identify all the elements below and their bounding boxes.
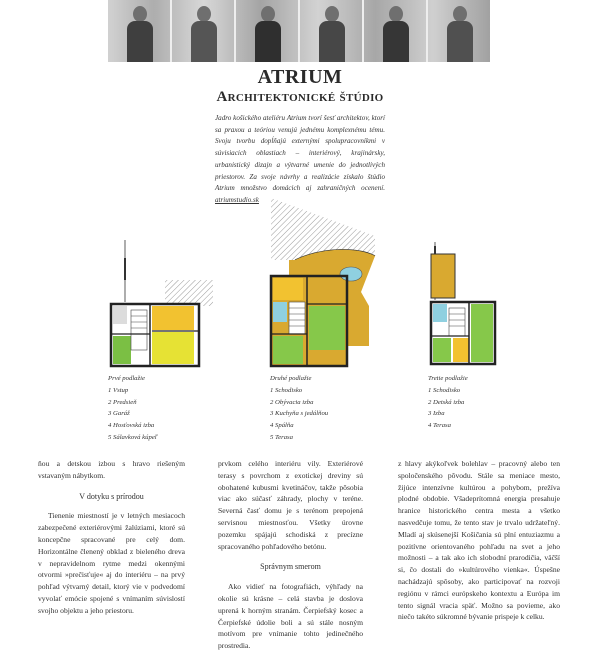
legend-heading: Tretie podlažie [428, 375, 468, 382]
paragraph: Tienenie miestností je v letných mesiacoch zabezpečené exteriérovými žalúziami, ktoré sú koncepčne spracované pre celý dom. Horizontálne členený obklad z bieleného dreva v nepravidelnom rytme medzi okennými otvormi »prečisťuje« aj do interiéru – na prvý pohľad výtvarný detail, ktorý vie v podvedomí vyvolať emócie spojené s vnímaním súvislostí svojho objektu a jeho priestoru. [38, 511, 185, 615]
legend-item: 4 Terasa [428, 422, 451, 430]
legend-item: 3 Izba [428, 410, 445, 418]
legend-second-floor [270, 373, 328, 444]
body-column-middle [218, 458, 363, 652]
person-silhouette [126, 4, 154, 62]
legend-heading: Prvé podlažie [108, 375, 145, 382]
paragraph: Ako vidieť na fotografiách, výhľady na okolie sú krásne – celá stavba je doslova uprená k horným stranám. Čerpiefský kosec a Čerpiefské údolie boli a sú stále nosným motívom pre vnímanie tohto jedinečného prostredia. [218, 582, 363, 651]
paragraph: ňou a detskou izbou s hravo riešeným vstavaným nábytkom. [38, 459, 185, 480]
legend-item: 4 Hosťovská izba [108, 422, 155, 430]
page-title: ATRIUM [257, 66, 343, 88]
terrace-area [431, 254, 455, 298]
legend-item: 5 Sálavková kúpeľ [108, 433, 158, 441]
legend-item: 3 Garáž [108, 410, 130, 418]
person-silhouette [382, 4, 410, 62]
room-living [309, 306, 345, 350]
intro-text: Jadro košického ateliéru Atrium tvorí šesť architektov, ktorí sa praxou a teóriou venujú jednému komplexnému tému. Svoju tvorbu dopĺňajú externými spolupracovníkmi v súvisiacich oblastiach – interiérový, krajinársky, urbanistický dizajn a výtvarné umenie do jednotlivých priestorov. Za svoje návrhy a realizácie získalo štúdio Atrium množstvo domácich aj zahraničných ocenení. [215, 114, 385, 193]
room-child [433, 338, 451, 362]
paragraph: prvkom celého interiéru vily. Exteriérové terasy s povrchom z exotickej dreviny sú obohatené kubusmi kvetináčov, takže pôsobia viac ako súčasť záhrady, plochy v teréne. Severná časť domu je s terénom prepojená servisnou miestnosťou. Všetky úrovne pozemku spájajú schodiská z precízne spracovaného pohľadového betónu. [218, 459, 363, 551]
room-study [453, 338, 469, 362]
person-silhouette [446, 4, 474, 62]
team-photo-strip [108, 0, 490, 62]
terrain-hatch [165, 280, 213, 306]
floor-plan-third [425, 240, 500, 370]
page-subtitle: Architektonické štúdio [216, 89, 384, 105]
section-heading: Správnym smerom [260, 562, 321, 572]
legend-item: 5 Terasa [270, 433, 293, 441]
legend-item: 1 Schodisko [428, 386, 461, 394]
intro-paragraph [215, 113, 385, 207]
floor-plan-first [105, 240, 215, 370]
room-bedroom [273, 336, 303, 364]
legend-item: 2 Obývacia izba [270, 398, 314, 406]
legend-item: 1 Vstup [108, 386, 129, 394]
floor-plan-second [265, 196, 380, 370]
person-silhouette [254, 4, 282, 62]
room-bedroom [471, 304, 493, 362]
legend-third-floor [428, 373, 468, 432]
room-sauna [113, 336, 131, 364]
legend-heading: Druhé podlažie [270, 375, 312, 382]
paragraph: z hlavy akýkoľvek bolehlav – pracovný alebo ten spoločenského pôvodu. Stále sa meniace mesto, žijúce intenzívne kultúrou a pohybom, prežíva plodné obdobie. Všadeprítomná energia presahuje hranice historického centra mesta a všetko nasvedčuje tomu, že tento stav je trvalo udržateľný. Mladí aj skúsenejší Košičania sú plní entuziazmu a pozitívne orientovaného pohľadu na svet a jeho možnosti – a tak ako ich slobodní prarodičia, väčší si, čo dostali do »kultúrového vienka«. Úspešne nachádzajú spôsoby, ako participovať na rozvoji regiónu v rámci európskeho kontextu a Európa im tento signál vracia späť. Možno sa povieme, ako niečo takéto súkromné bývanie prispeje k celku. [398, 459, 560, 622]
studio-website-link[interactable]: atriumstudio.sk [215, 195, 259, 204]
legend-first-floor [108, 373, 157, 444]
legend-item: 2 Predsieň [108, 398, 137, 406]
room-kitchen [273, 278, 303, 300]
room-bath [273, 302, 287, 322]
legend-item: 4 Spálňa [270, 422, 294, 430]
body-column-right [398, 458, 560, 623]
body-column-left [38, 458, 185, 617]
legend-item: 2 Detská izba [428, 398, 465, 406]
person-silhouette [190, 4, 218, 62]
person-silhouette [318, 4, 346, 62]
room-garage [152, 306, 194, 330]
section-heading: V dotyku s prírodou [79, 491, 144, 501]
room-guest [152, 332, 194, 364]
stairs [449, 308, 465, 336]
room-bath [433, 304, 447, 322]
stairs [289, 302, 305, 334]
legend-item: 3 Kuchyňa s jedálňou [270, 410, 329, 418]
legend-item: 1 Schodisko [270, 386, 303, 394]
pool [340, 267, 362, 281]
room-service [113, 306, 127, 324]
